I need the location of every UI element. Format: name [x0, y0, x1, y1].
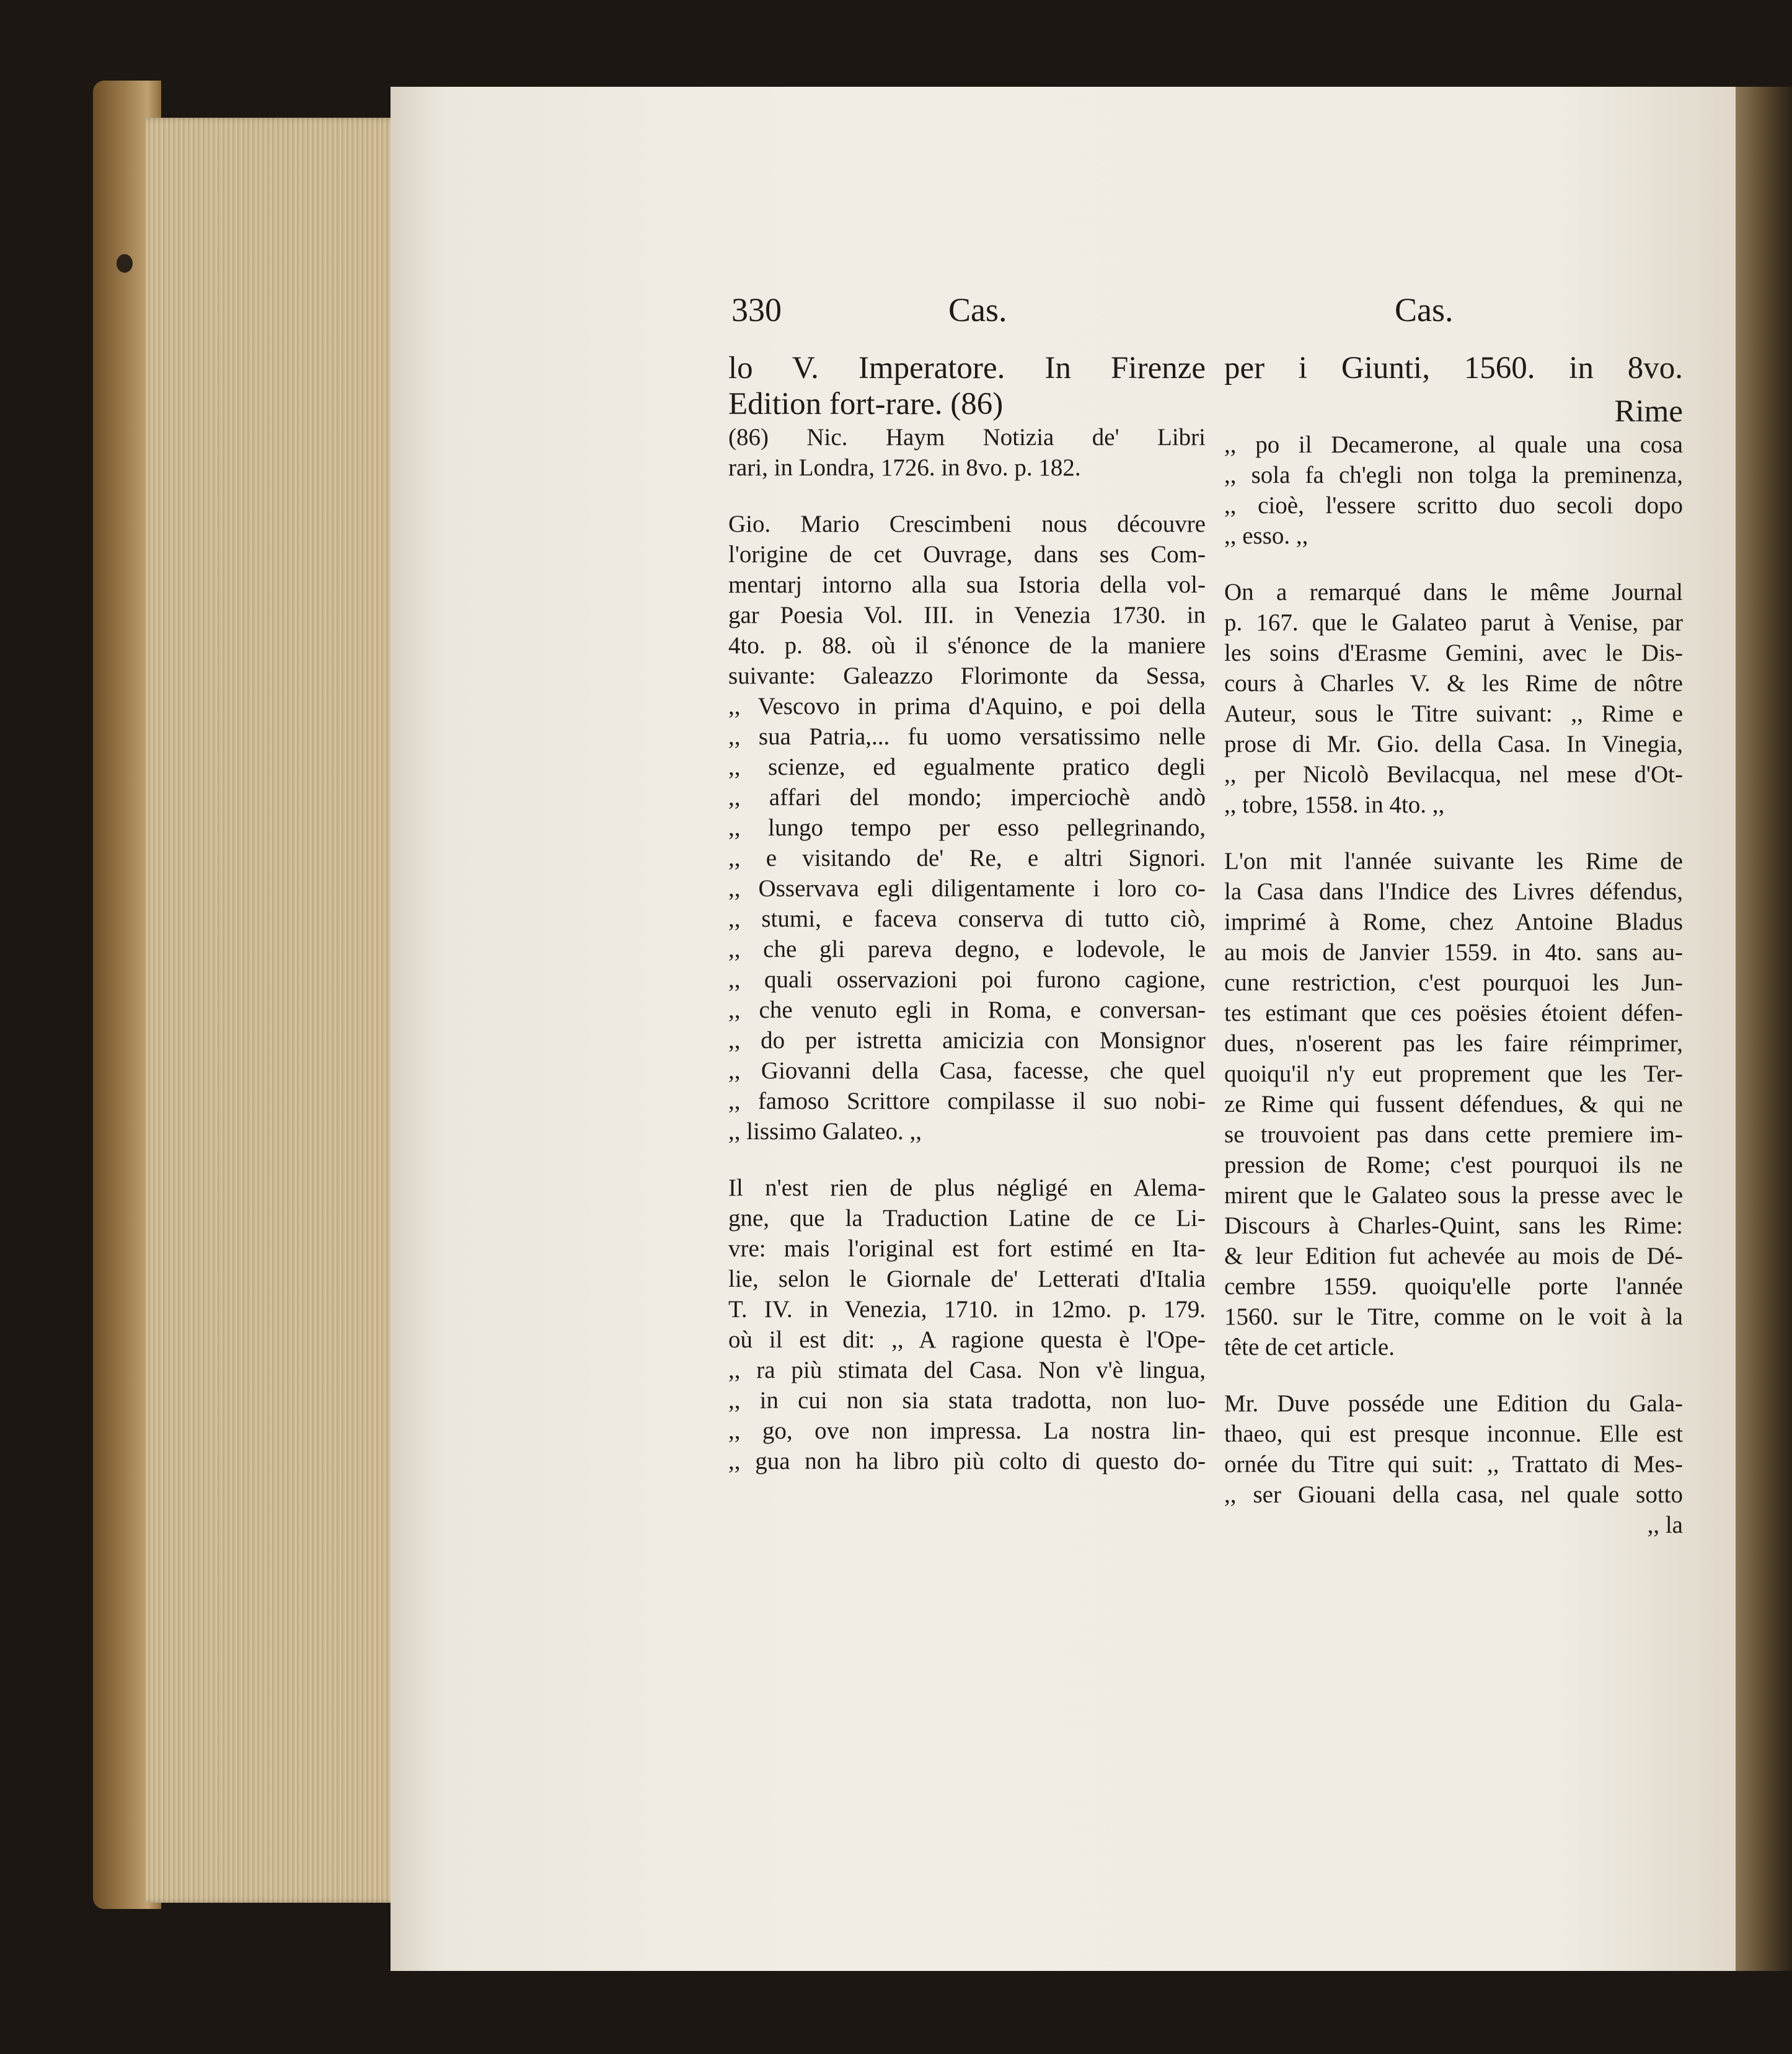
text-line: la Casa dans l'Indice des Livres défendus, — [1224, 878, 1683, 905]
text-line: mirent que le Galateo sous la presse avec le — [1224, 1182, 1683, 1209]
text-line: Mr. Duve posséde une Edition du Gala- — [1224, 1390, 1683, 1417]
cover-stud — [117, 254, 133, 273]
text-line: ze Rime qui fussent défendues, & qui ne — [1224, 1091, 1683, 1117]
text-line: ,, stumi, e faceva conserva di tutto ciò, — [728, 906, 1206, 932]
text-line: tête de cet article. — [1224, 1334, 1395, 1360]
text-line: prose di Mr. Gio. della Casa. In Vinegia, — [1224, 731, 1683, 757]
text-line: au mois de Janvier 1559. in 4to. sans au- — [1224, 939, 1683, 966]
text-line: & leur Edition fut achevée au mois de Dé- — [1224, 1243, 1683, 1269]
text-line: tes estimant que ces poësies étoient défen- — [1224, 1000, 1683, 1026]
text-line: ,, lungo tempo per esso pellegrinando, — [728, 814, 1206, 841]
text-line: Discours à Charles-Quint, sans les Rime: — [1224, 1212, 1683, 1239]
right-paragraph-1 — [1224, 430, 1683, 551]
text-line: ,, cioè, l'essere scritto duo secoli dopo — [1224, 492, 1683, 519]
text-line: l'origine de cet Ouvrage, dans ses Com- — [728, 541, 1206, 568]
text-line: thaeo, qui est presque inconnue. Elle est — [1224, 1421, 1683, 1447]
text-line: ,, sua Patria,... fu uomo versatissimo nelle — [728, 723, 1206, 750]
right-paragraph-4 — [1224, 1388, 1683, 1540]
text-line: ,, quali osservazioni poi furono cagione, — [728, 966, 1206, 993]
text-line: se trouvoient pas dans cette premiere im- — [1224, 1121, 1683, 1148]
right-column — [1224, 350, 1683, 1540]
left-column — [728, 350, 1206, 1476]
text-line: ,, tobre, 1558. in 4to. ,, — [1224, 791, 1445, 818]
text-line: gne, que la Traduction Latine de ce Li- — [728, 1205, 1206, 1232]
text-line: ,, ser Giouani della casa, nel quale sotto — [1224, 1481, 1683, 1508]
right-title-line: per i Giunti, 1560. in 8vo. — [1224, 351, 1683, 386]
text-line: Auteur, sous le Titre suivant: ,, Rime e — [1224, 700, 1683, 727]
text-line: ,, do per istretta amicizia con Monsignor — [728, 1027, 1206, 1054]
text-line: ,, Giovanni della Casa, facesse, che quel — [728, 1057, 1206, 1084]
text-line: suivante: Galeazzo Florimonte da Sessa, — [728, 663, 1206, 689]
text-line: ,, Osservava egli diligentamente i loro co- — [728, 875, 1206, 902]
text-line: ,, gua non ha libro più colto di questo do- — [728, 1448, 1206, 1474]
text-line: 4to. p. 88. où il s'énonce de la maniere — [728, 632, 1206, 659]
text-line: ,, Vescovo in prima d'Aquino, e poi della — [728, 693, 1206, 720]
text-line: cours à Charles V. & les Rime de nôtre — [1224, 670, 1683, 697]
text-line: cembre 1559. quoiqu'elle porte l'année — [1224, 1273, 1683, 1300]
right-paragraph-3 — [1224, 846, 1683, 1362]
text-line: ,, esso. ,, — [1224, 522, 1309, 549]
text-line: Gio. Mario Crescimbeni nous découvre — [728, 511, 1206, 537]
text-line: quoiqu'il n'y eut proprement que les Ter- — [1224, 1060, 1683, 1087]
footnote-86 — [728, 422, 1206, 483]
text-line: rari, in Londra, 1726. in 8vo. p. 182. — [728, 454, 1081, 481]
text-line: ,, ra più stimata del Casa. Non v'è lingua, — [728, 1357, 1206, 1383]
right-paragraph-2 — [1224, 577, 1683, 820]
text-line: ,, lissimo Galateo. ,, — [728, 1118, 922, 1145]
left-title-line: Edition fort-rare. (86) — [728, 387, 1004, 421]
text-line: où il est dit: ,, A ragione questa è l'Ope- — [728, 1326, 1206, 1353]
text-line: cune restriction, c'est pourquoi les Jun- — [1224, 969, 1683, 996]
text-line: lie, selon le Giornale de' Letterati d'Italia — [728, 1266, 1206, 1292]
page-block-edges — [146, 118, 406, 1903]
facing-page-gutter — [1736, 87, 1792, 1971]
text-line: ,, per Nicolò Bevilacqua, nel mese d'Ot- — [1224, 761, 1683, 788]
text-line: vre: mais l'original est fort estimé en Ita- — [728, 1235, 1206, 1262]
text-line: ,, po il Decamerone, al quale una cosa — [1224, 431, 1683, 458]
text-line: pression de Rome; c'est pourquoi ils ne — [1224, 1152, 1683, 1178]
text-line: ,, famoso Scrittore compilasse il suo nobi- — [728, 1088, 1206, 1114]
text-line: mentarj intorno alla sua Istoria della vol- — [728, 571, 1206, 598]
left-paragraph-2 — [728, 1173, 1206, 1476]
text-line: les soins d'Erasme Gemini, avec le Dis- — [1224, 640, 1683, 666]
text-line: gar Poesia Vol. III. in Venezia 1730. in — [728, 602, 1206, 628]
text-line: Il n'est rien de plus négligé en Alema- — [728, 1175, 1206, 1201]
text-line: ,, affari del mondo; imperciochè andò — [728, 784, 1206, 811]
text-line: ,, scienze, ed egualmente pratico degli — [728, 754, 1206, 780]
left-title-line: lo V. Imperatore. In Firenze — [728, 351, 1206, 386]
running-head-right: Cas. — [1395, 291, 1454, 328]
text-line: dues, n'oserent pas les faire réimprimer, — [1224, 1030, 1683, 1057]
text-line: L'on mit l'année suivante les Rime de — [1224, 848, 1683, 875]
text-line: ,, che gli pareva degno, e lodevole, le — [728, 936, 1206, 963]
text-line: ornée du Titre qui suit: ,, Trattato di Mes- — [1224, 1451, 1683, 1478]
text-line: ,, sola fa ch'egli non tolga la preminenza, — [1224, 462, 1683, 488]
text-line: ,, go, ove non impressa. La nostra lin- — [728, 1417, 1206, 1444]
running-head-left: Cas. — [948, 291, 1007, 328]
text-line: ,, e visitando de' Re, e altri Signori. — [728, 845, 1206, 871]
text-line: p. 167. que le Galateo parut à Venise, par — [1224, 609, 1683, 636]
text-line: ,, in cui non sia stata tradotta, non luo- — [728, 1387, 1206, 1414]
page-number: 330 — [731, 291, 782, 328]
text-line: imprimé à Rome, chez Antoine Bladus — [1224, 909, 1683, 935]
catchword: ,, la — [1647, 1512, 1683, 1538]
text-line: T. IV. in Venezia, 1710. in 12mo. p. 179. — [728, 1296, 1206, 1323]
text-line: (86) Nic. Haym Notizia de' Libri — [728, 424, 1206, 451]
text-line: 1560. sur le Titre, comme on le voit à la — [1224, 1303, 1683, 1330]
text-line: ,, che venuto egli in Roma, e conversan- — [728, 997, 1206, 1023]
text-line: On a remarqué dans le même Journal — [1224, 579, 1683, 606]
right-title-line: Rime — [1614, 394, 1683, 429]
left-paragraph-1 — [728, 509, 1206, 1147]
